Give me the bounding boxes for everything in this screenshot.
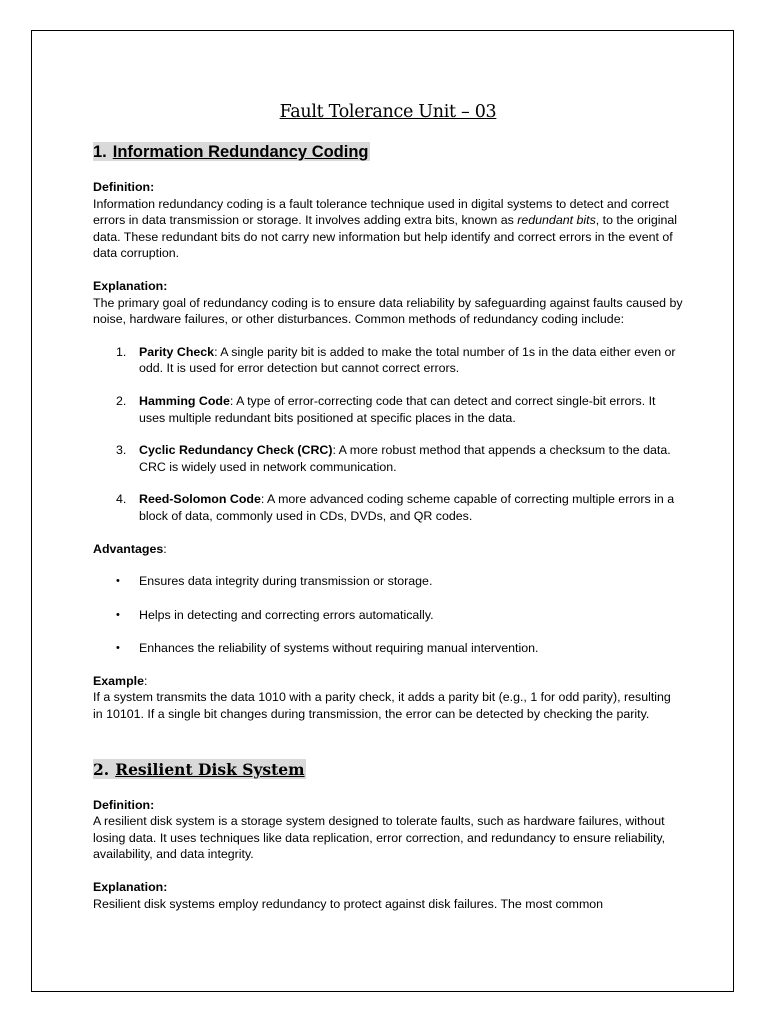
section-1-explanation-label: Explanation: [93, 278, 168, 293]
section-2-definition-text: A resilient disk system is a storage system designed to tolerate faults, such as hardware failures, without losing data. It uses techniques like data replication, error correction, and redundancy to ensure reliability, availability, and data integrity. [93, 814, 666, 862]
list-marker: 1. [116, 344, 127, 359]
section-1-advantages-label: Advantages: [93, 541, 167, 556]
redundant-bits-term: redundant bits [517, 213, 596, 228]
method-description: : A more robust method that appends a checksum to the data. CRC is widely used in network communication. [139, 443, 671, 474]
list-item-reed-solomon [93, 491, 683, 524]
list-item-parity-check [93, 344, 683, 377]
bullet-marker: • [116, 642, 120, 655]
bullet-marker: • [116, 575, 120, 588]
section-2-heading-highlight [93, 759, 306, 779]
method-description: : A single parity bit is added to make the total number of 1s in the data either even or odd. It is used for error detection but cannot correct errors. [139, 344, 676, 376]
method-description: : A more advanced coding scheme capable of correcting multiple errors in a block of data, commonly used in CDs, DVDs, and QR codes. [139, 492, 675, 523]
section-1-number: 1. [93, 143, 107, 161]
list-marker: 3. [116, 443, 127, 458]
list-marker: 4. [116, 492, 127, 507]
section-1-example-label: Example: [93, 673, 148, 688]
method-description: : A type of error-correcting code that can detect and correct single-bit errors. It uses multiple redundant bits positioned at specific places in the data. [139, 393, 656, 425]
bullet-marker: • [116, 608, 120, 621]
section-2-explanation-label: Explanation: [93, 880, 168, 895]
section-1-definition-label: Definition: [93, 180, 155, 194]
section-1-title: Information Redundancy Coding [112, 143, 369, 161]
section-2-definition-label: Definition: [93, 797, 155, 812]
section-1-explanation-text: The primary goal of redundancy coding is to ensure data reliability by safeguarding against faults caused by noise, hardware failures, or other disturbances. Common methods of redundancy coding include: [93, 295, 683, 327]
method-term: Parity Check [139, 344, 215, 359]
method-term: Cyclic Redundancy Check (CRC) [139, 443, 333, 458]
section-1-heading [93, 141, 683, 163]
section-1-heading-highlight [93, 142, 370, 161]
document-body [93, 100, 683, 912]
list-item-hamming-code [93, 393, 683, 426]
section-1-example-text: If a system transmits the data 1010 with a parity check, it adds a parity bit (e.g., 1 for odd parity), resulting in 10101. If a single bit changes during transmission, the error can be detected by checking the parity. [93, 690, 671, 722]
section-2-title: Resilient Disk System [115, 759, 305, 779]
section-1-definition-text: Information redundancy coding is a fault tolerance technique used in digital systems to detect and correct errors in data transmission or storage. It involves adding extra bits, known as redundant bits, to the original data. These redundant bits do not carry new information but help identify and correct errors in the event of data corruption. [93, 196, 678, 261]
list-item-advantage: • Ensures data integrity during transmission or storage. [116, 574, 433, 589]
list-item-advantage: • Helps in detecting and correcting errors automatically. [116, 607, 434, 622]
list-marker: 2. [116, 393, 127, 408]
list-item-crc [93, 442, 683, 475]
method-term: Hamming Code [139, 393, 230, 408]
section-2-number: 2. [93, 759, 110, 779]
list-item-advantage: • Enhances the reliability of systems without requiring manual intervention. [116, 641, 539, 656]
method-term: Reed-Solomon Code [139, 492, 261, 507]
section-2-heading [93, 759, 683, 781]
document-title: Fault Tolerance Unit – 03 [279, 102, 497, 122]
section-2-explanation-text: Resilient disk systems employ redundancy to protect against disk failures. The most common [93, 896, 604, 911]
